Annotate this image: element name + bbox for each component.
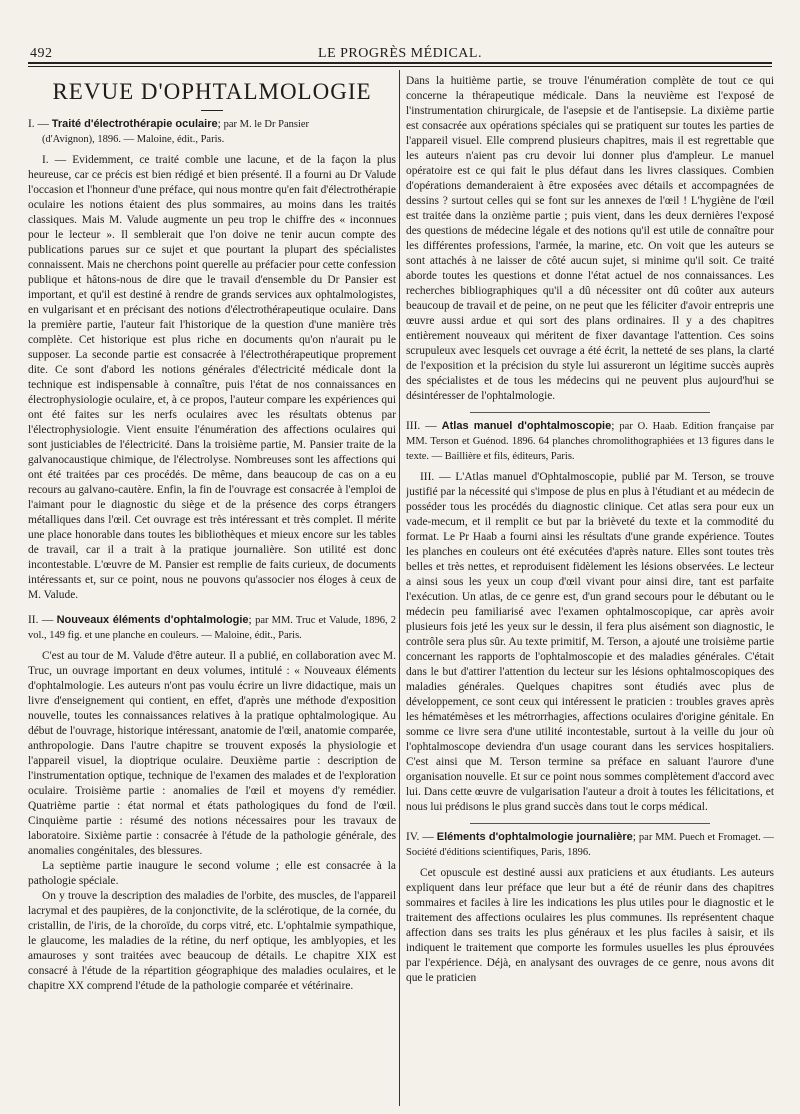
entry-3-number: III. [406,420,421,432]
entry-1-heading: I. — Traité d'électrothérapie oculaire; par M. le Dr Pansier (d'Avignon), 1896. — Maloine, édit., Paris. [28,117,396,147]
entry-2-author: par MM. Truc et Valude, 1896, 2 vol., 149 fig. et une planche en couleurs. — Maloine, édit., Paris. [28,615,396,641]
entry-2-paragraph-3: On y trouve la description des maladies de l'orbite, des muscles, de l'appareil lacrymal et des paupières, de la conjonctivite, de la sclérotique, de la cornée, du cristallin, de l'iris, de la choroïde, du corps vitré, etc. L'ophtalmie sympathique, le glaucome, les maladies de la rétine, du nerf optique, les amblyopies, et les amauroses y sont traitées avec beaucoup de détails. Le chapitre XIX est consacré à l'étude de la répartition géographique des maladies oculaires, et le chapitre XX comprend l'étude de la pathologie comparée et vétérinaire. [28,890,396,992]
entry-4-number: IV. [406,831,420,843]
entry-2-paragraph-1: C'est au tour de M. Valude d'être auteur. Il a publié, en collaboration avec M. Truc, un ouvrage important en deux volumes, intitulé : « Nouveaux éléments d'ophtalmologie. Les auteurs n'ont pas voulu écrire un livre didactique, mais un livre d'enseignement qui contient, en effet, d'après une méthode d'exposition nouvelle, toutes les connaissances relatives à la pratique ophtalmologique. Au début de l'ouvrage, historique intéressant, anatomie de l'œil, anatomie comparée, anthropologie. Dans l'autre chapitre se trouvent exposés la physiologie et l'appareil visuel, la dioptrique oculaire. Deuxième partie : description de l'instrumentation optique, technique de l'examen des malades et de l'exploration oculaire. Troisième partie : anomalies de l'œil et moyens d'y remédier. Quatrième partie : état normal et états pathologiques du fond de l'œil. Cinquième partie : résumé des notions nécessaires pour les travaux de laboratoire. Sixième partie : consacrée à l'étude de la pathologie générale, des anomalies congénitales, des blessures. [28,650,396,857]
entry-3-author: par O. Haab. Edition française par MM. Terson et Guénod. 1896. 64 planches chromolithographiées et 13 figures dans le texte. — Baillière et fils, éditeurs, Paris. [406,421,774,462]
entry-2-paragraph-2: La septième partie inaugure le second volume ; elle est consacrée à la pathologie spéciale. [28,860,396,887]
right-column [406,74,774,1104]
title-rule [201,110,223,111]
header-rule [28,62,772,64]
entry-2-heading: II. — Nouveaux éléments d'ophtalmologie; par MM. Truc et Valude, 1896, 2 vol., 149 fig. et une planche en couleurs. — Maloine, édit., Paris. [28,614,396,641]
entry-1-author: par M. le Dr Pansier [223,119,310,130]
entry-4-author: par MM. Puech et Fromaget. — Société d'éditions scientifiques, Paris, 1896. [406,832,774,858]
entry-4-heading: IV. — Eléments d'ophtalmologie journalière; par MM. Puech et Fromaget. — Société d'éditions scientifiques, Paris, 1896. [406,831,774,858]
entry-1-paragraph: I. — Evidemment, ce traité comble une lacune, et de la façon la plus heureuse, car ce précis est bien rédigé et bien présenté. Il a fourni au Dr Valude l'occasion et l'honneur d'une préface, qui nous montre qu'en fait d'électrothérapie oculaire les notions étaient des plus sommaires, au moins dans les traités classiques. Mais M. Valude augmente un peu trop le chiffre des « inconnues pour le lecteur ». Il semblerait que l'on doive ne tenir aucun compte des publications parues sur ce sujet et que pourtant la plupart des spécialistes connaissent. Mais ne cherchons point querelle au préfacier pour cette confession publique et hâtons-nous de dire que le travail d'ensemble du Dr Pansier est important, et qu'il est destiné à rendre de grands services aux ophtalmologistes, en vulgarisant et en précisant des notions d'électrothérapeutique oculaire. Dans la première partie, l'auteur fait l'historique de la question d'une manière très complète. Cet historique est plus riche en documents qu'on n'aurait pu le supposer. La seconde partie est consacrée à l'électrothérapeutique proprement dite. Ce sont d'abord les notions générales d'électricité médicale dont la technique est indispensable à connaître, puis l'état de nos connaissances en électrophysiologie oculaire, et, à ce propos, l'auteur compare les expériences qui ont été faites sur les nerfs oculaires avec les résultats obtenus par l'électrophysiologie. Vient ensuite l'énumération des affections oculaires qui sont justiciables de l'électricité. Dans la troisième partie, M. Pansier traite de la galvanocaustique chimique, de l'électrolyse. Nombreuses sont les affections qui ont été traitées par ces procédés. De même, dans beaucoup de cas on a eu recours au galvano-cautère. Enfin, la fin de l'ouvrage est consacrée à l'emploi de l'aimant pour le diagnostic du siège et de la présence des corps étrangers métalliques dans l'œil. Cet ouvrage est très intéressant et très complet. Il mérite une place honorable dans toutes les bibliothèques et mieux encore sur les tables de travail, car il a trait à la pratique journalière. Son utilité est donc incontestable. L'œuvre de M. Pansier est remplie de faits curieux, de documents intéressants et, sur ce point, nous ne pouvons qu'associer nos éloges à ceux de M. Valude. [28,154,396,601]
entry-3-paragraph: III. — L'Atlas manuel d'Ophtalmoscopie, publié par M. Terson, se trouve justifié par la nécessité qui s'impose de plus en plus à l'étudiant et au médecin de posséder tous les procédés du diagnostic clinique. Cet atlas sera pour eux un vade-mecum, et il remplit ce but par la brièveté du texte et la commodité du format. Le Pr Haab a fourni ainsi les résultats d'une grande expérience. Toutes les planches en couleurs ont été exécutées d'après nature. Elles sont toutes très belles et très nettes, et reproduisent fidèlement les lésions observées. Le lecteur a ainsi sous les yeux un coup d'œil vivant pour ainsi dire, tant est parfaite l'exécution. Un atlas, de ce genre est, d'un grand secours pour le débutant ou le médecin peu familiarisé avec l'examen ophtalmoscopique, car après avoir plusieurs fois jeté les yeux sur le dessin, il fera plus aisément son diagnostic, le contrôle sera plus sûr. Au texte primitif, M. Terson, a ajouté une troisième partie concernant les rapports de l'ophtalmoscopie et des maladies générales. C'était dans le but d'attirer l'attention du lecteur sur les lésions ophtalmoscopiques des maladies générales. Quelques chapitres sont étudiés avec plus de développement, ce sont ceux qui intéressent le praticien : troubles graves après les hématémèses et les métrorrhagies, affections oculaires d'origine génitale. En somme ce livre sera d'une utilité incontestable, surtout à la veille du jour où l'ophtalmoscope deviendra d'un usage courant dans les services hospitaliers. C'est ainsi que M. Terson termine sa préface en saluant l'aurore d'une organisation nouvelle. Et sur ce point nous sommes complètement d'accord avec lui. Dans cette œuvre de vulgarisation l'auteur a droit à toutes les félicitations, et nous lui prédisons le plus grand succès dans tout le corps médical. [406,471,774,813]
entry-separator [470,412,710,413]
entry-separator [470,823,710,824]
entry-1-number: I. [28,118,35,130]
entry-1-title: Traité d'électrothérapie oculaire [51,118,218,130]
entry-4-title: Eléments d'ophtalmologie journalière [436,831,633,843]
entry-1-ref: (d'Avignon), 1896. — Maloine, édit., Paris. [42,134,225,145]
left-column [28,74,396,1104]
entry-2-title: Nouveaux éléments d'ophtalmologie [56,614,249,626]
column-divider [399,70,400,1106]
entry-3-heading: III. — Atlas manuel d'ophtalmoscopie; par O. Haab. Edition française par MM. Terson et Guénod. 1896. 64 planches chromolithographiées et 13 figures dans le texte. — Baillière et fils, éditeurs, Paris. [406,420,774,462]
journal-title: LE PROGRÈS MÉDICAL. [318,46,482,61]
entry-3-title: Atlas manuel d'ophtalmoscopie [441,420,612,432]
header-rule-thin [28,66,772,67]
entry-2-number: II. [28,614,39,626]
entry-2-continuation: Dans la huitième partie, se trouve l'énumération complète de tout ce qui concerne la thérapeutique médicale. Dans la neuvième est l'exposé de l'instrumentation chirurgicale, de l'asepsie et de l'antisepsie. La dixième partie est consacrée aux opérations spéciales qui se pratiquent sur toutes les parties de l'appareil visuel. Elle comprend plusieurs chapitres, mais il est regrettable que les auteurs n'aient pas cru devoir lui donner plus d'ampleur. Le manuel opératoire est ce qui fait le plus défaut dans les livres classiques. Combien d'opérations demanderaient à être exposées avec détails et accompagnées de dessins ? surtout celles qui se font sur les annexes de l'œil ! L'hygiène de l'œil est traitée dans la onzième partie ; puis vient, dans les deux dernières l'exposé des questions de médecine légale et des notions qu'il est utile de connaître pour les différentes professions, l'armée, la marine, etc. On voit que les auteurs se sont attachés à ne laisser de côté aucun sujet, si minime qu'il soit. Ce traité aborde toutes les questions et donne l'état actuel de nos connaissances. Les recherches bibliographiques qu'il a dû nécessiter ont dû coûter aux auteurs beaucoup de travail et de peine, on ne peut que les féliciter d'avoir entrepris une œuvre aussi ardue et qui sort des plans ordinaires. Il y a des chapitres entièrement nouveaux qui méritent de fixer davantage l'attention. Ces soins scrupuleux avec lesquels cet ouvrage a été écrit, la netteté de ses plans, la clarté de l'exposition et la précision du style lui assureront un légitime succès auprès des spécialistes et de tous les médecins qui ne peuvent plus aujourd'hui se désintéresser de l'ophtalmologie. [406,75,774,402]
entry-4-paragraph: Cet opuscule est destiné aussi aux praticiens et aux étudiants. Les auteurs expliquent dans leur préface que leur but a été de réunir dans des chapitres sommaires et faciles à lire les indications les plus utiles pour le diagnostic et le traitement des affections oculaires les plus communes. Ils représentent chaque affection dans ses traits les plus généraux et les plus faciles à saisir, et ils indiquent le traitement que comporte les formules usuelles les plus éprouvées par l'expérience. Déjà, en analysant des ouvrages de ce genre, nous avons dit que le praticien [406,867,774,984]
page-number: 492 [30,46,53,61]
section-title: REVUE D'OPHTALMOLOGIE [52,79,372,104]
